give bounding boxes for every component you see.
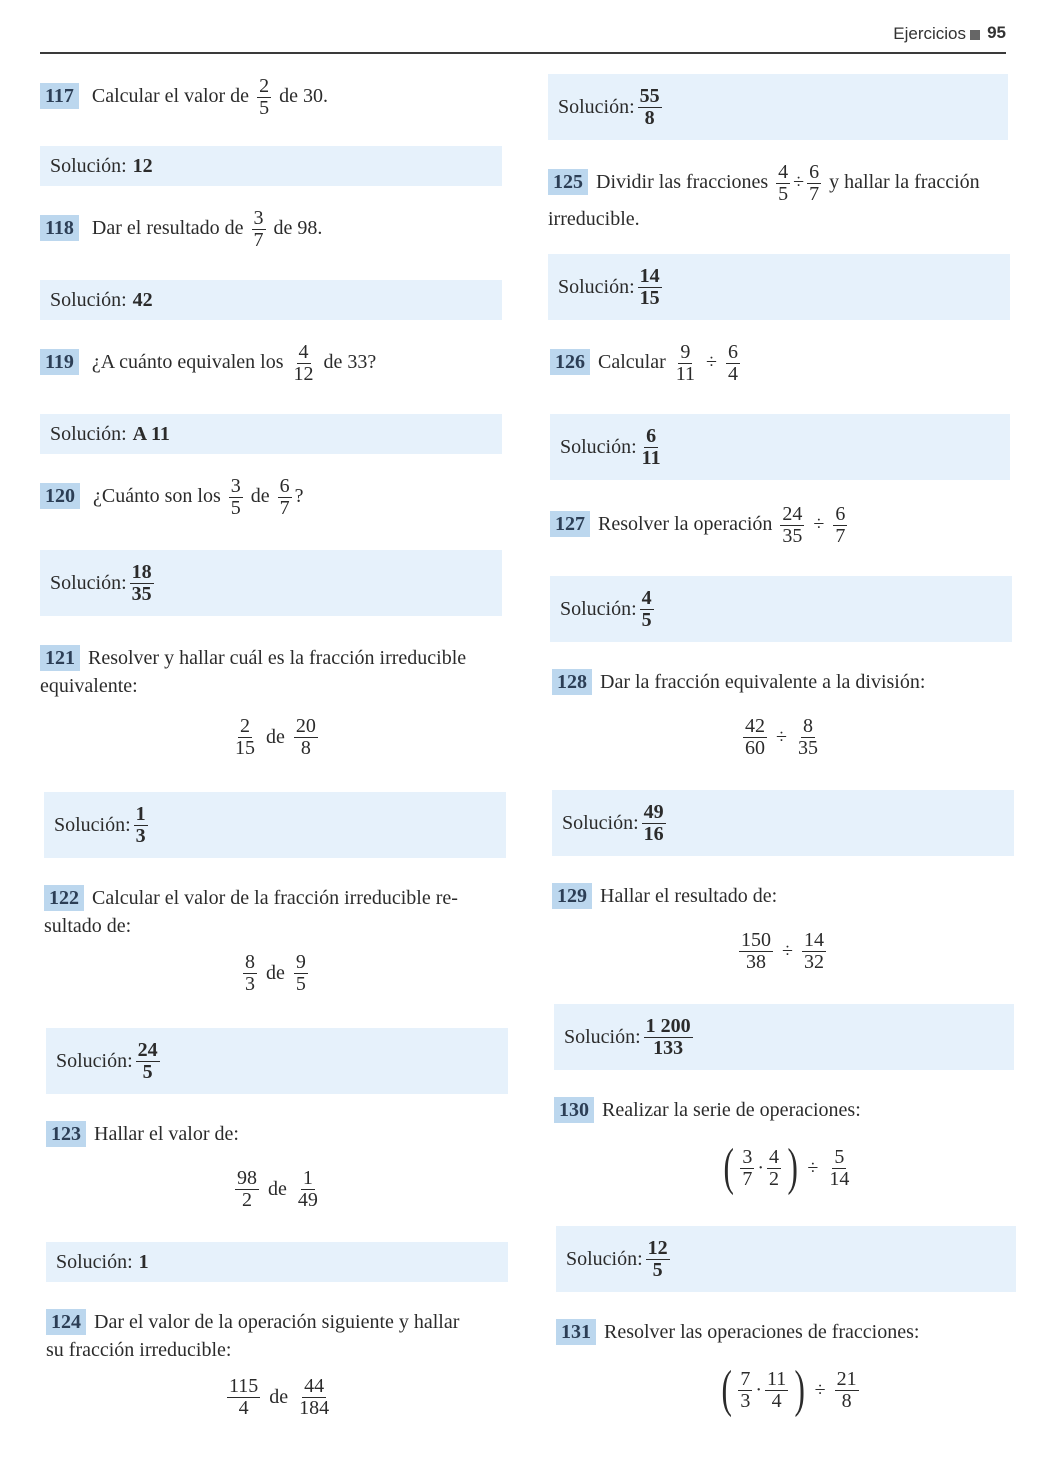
fraction: $\frac{1}{49}$ <box>297 1167 318 1211</box>
solution-box <box>40 414 502 454</box>
fraction: $\frac{4}{5}$ <box>778 161 789 205</box>
expression <box>736 930 829 973</box>
expression <box>232 1168 323 1211</box>
divide-sign: ÷ <box>776 726 787 748</box>
square-bullet-icon <box>970 30 980 40</box>
solution-box <box>40 280 502 320</box>
left-paren: ( <box>721 1361 732 1418</box>
multiply-sign: · <box>755 1378 762 1401</box>
fraction: $\frac{3}{5}$ <box>230 475 241 519</box>
exercise-120 <box>40 476 304 519</box>
divide-sign: ÷ <box>813 513 825 536</box>
right-paren: ) <box>794 1361 806 1418</box>
solution-box <box>554 1004 1014 1070</box>
divide-sign: ÷ <box>814 1378 826 1401</box>
fraction: $\frac{14}{32}$ <box>803 929 824 973</box>
solution-label: Solución: <box>50 422 127 445</box>
solution-label: Solución: <box>56 1049 133 1072</box>
solution-label: Solución: <box>56 1250 133 1273</box>
exercise-text: Resolver las operaciones de fracciones: <box>604 1321 920 1343</box>
fraction: $\frac{4}{2}$ <box>769 1145 779 1190</box>
word-de: de <box>269 1386 289 1408</box>
exercise-text: Dar la fracción equivalente a la división: <box>600 671 926 693</box>
exercise-number: 127 <box>550 511 590 537</box>
solution-label: Solución: <box>558 275 635 298</box>
exercise-119 <box>40 342 376 385</box>
exercise-126 <box>550 342 743 385</box>
fraction: $\frac{42}{60}$ <box>745 715 765 759</box>
solution-fraction: $\frac{4}{5}$ <box>641 586 652 631</box>
solution-box <box>40 550 502 616</box>
exercise-text: de 30. <box>279 85 328 108</box>
exercise-number: 123 <box>46 1121 86 1147</box>
exercise-127 <box>550 504 850 547</box>
solution-value: 42 <box>132 288 153 311</box>
solution-fraction: $\frac{1}{3}$ <box>135 802 146 847</box>
solution-label: Solución: <box>54 813 131 836</box>
exercise-128 <box>552 668 925 696</box>
fraction: $\frac{8}{35}$ <box>797 715 818 759</box>
word-de: de <box>250 485 270 508</box>
exercise-text: de 98. <box>273 217 323 240</box>
divide-sign: ÷ <box>793 171 805 194</box>
fraction: $\frac{6}{7}$ <box>835 503 846 547</box>
exercise-text: Dar el resultado de <box>91 217 244 240</box>
expression <box>230 716 321 759</box>
page-number: 95 <box>987 23 1006 42</box>
exercise-number: 124 <box>46 1309 86 1335</box>
solution-box <box>44 792 506 858</box>
exercise-121 <box>40 644 510 700</box>
solution-fraction: $\frac{55}{8}$ <box>639 84 660 129</box>
solution-label: Solución: <box>560 597 637 620</box>
fraction: $\frac{7}{3}$ <box>740 1367 751 1412</box>
solution-box <box>46 1028 508 1094</box>
fraction: $\frac{9}{5}$ <box>295 951 306 995</box>
solution-box <box>548 74 1008 140</box>
fraction: $\frac{5}{14}$ <box>829 1145 850 1190</box>
fraction: $\frac{21}{8}$ <box>836 1367 857 1412</box>
page-header <box>40 22 1006 54</box>
exercise-text: equivalente: <box>40 675 138 697</box>
exercise-text: de 33? <box>323 351 377 374</box>
fraction: $\frac{9}{11}$ <box>675 341 696 385</box>
fraction: $\frac{44}{184}$ <box>299 1375 330 1419</box>
exercise-text: Realizar la serie de operaciones: <box>602 1099 861 1121</box>
solution-label: Solución: <box>50 154 127 177</box>
fraction: $\frac{24}{35}$ <box>782 503 803 547</box>
solution-label: Solución: <box>50 571 127 594</box>
fraction: $\frac{2}{15}$ <box>235 715 255 759</box>
divide-sign: ÷ <box>807 1156 819 1179</box>
exercise-122 <box>44 884 514 940</box>
solution-box <box>548 254 1010 320</box>
expression <box>718 1361 862 1418</box>
left-paren: ( <box>723 1139 734 1196</box>
exercise-118 <box>40 208 322 251</box>
solution-fraction: $\frac{6}{11}$ <box>641 424 661 469</box>
fraction: $\frac{11}{4}$ <box>767 1367 787 1412</box>
expression <box>224 1376 334 1419</box>
exercise-text: y hallar la fracción <box>829 171 980 194</box>
fraction: $\frac{8}{3}$ <box>245 951 255 995</box>
exercise-number: 126 <box>550 349 590 375</box>
exercise-text: ¿Cuánto son los <box>93 485 221 508</box>
fraction: $\frac{6}{4}$ <box>728 341 738 385</box>
solution-fraction: $\frac{18}{35}$ <box>131 560 152 605</box>
solution-label: Solución: <box>50 288 127 311</box>
exercise-text: Resolver la operación <box>598 513 773 536</box>
exercise-text: sultado de: <box>44 915 132 937</box>
exercise-124 <box>46 1308 516 1364</box>
solution-fraction: $\frac{14}{15}$ <box>639 264 660 309</box>
expression <box>740 716 823 759</box>
word-de: de <box>266 726 285 748</box>
solution-value: 12 <box>132 154 153 177</box>
solution-box <box>556 1226 1016 1292</box>
exercise-129 <box>552 882 777 910</box>
exercise-text: Calcular el valor de <box>91 85 250 108</box>
exercise-number: 125 <box>548 169 588 195</box>
exercise-number: 120 <box>40 483 80 509</box>
solution-fraction: $\frac{49}{16}$ <box>643 800 664 845</box>
divide-sign: ÷ <box>782 940 793 962</box>
exercise-number: 117 <box>40 83 79 109</box>
exercise-number: 122 <box>44 885 84 911</box>
solution-fraction: $\frac{12}{5}$ <box>647 1236 668 1281</box>
solution-value: 1 <box>138 1250 149 1273</box>
solution-box <box>552 790 1014 856</box>
solution-box <box>550 414 1010 480</box>
exercise-number: 118 <box>40 215 79 241</box>
section-title: Ejercicios <box>893 24 966 43</box>
solution-label: Solución: <box>560 435 637 458</box>
solution-label: Solución: <box>564 1025 641 1048</box>
solution-label: Solución: <box>558 95 635 118</box>
exercise-text: Dar el valor de la operación siguiente y hallar <box>94 1311 460 1333</box>
fraction: $\frac{150}{38}$ <box>741 929 771 973</box>
exercise-text: Hallar el resultado de: <box>600 885 778 907</box>
exercise-123 <box>46 1120 239 1148</box>
exercise-text: Resolver y hallar cuál es la fracción irreducible <box>88 647 467 669</box>
exercise-number: 130 <box>554 1097 594 1123</box>
exercise-130 <box>554 1096 861 1124</box>
exercise-number: 131 <box>556 1319 596 1345</box>
solution-box <box>40 146 502 186</box>
solution-value: A 11 <box>132 422 170 445</box>
exercise-117 <box>40 76 328 119</box>
exercise-text: Calcular el valor de la fracción irreducible re- <box>92 887 458 909</box>
fraction: $\frac{3}{7}$ <box>742 1145 753 1190</box>
solution-label: Solución: <box>566 1247 643 1270</box>
expression <box>240 952 311 995</box>
fraction: $\frac{3}{7}$ <box>253 207 264 251</box>
word-de: de <box>266 962 285 984</box>
fraction: $\frac{6}{7}$ <box>279 475 290 519</box>
exercise-text: Hallar el valor de: <box>94 1123 239 1145</box>
exercise-131 <box>556 1318 919 1346</box>
solution-fraction: $\frac{24}{5}$ <box>137 1038 158 1083</box>
fraction: $\frac{4}{12}$ <box>293 341 314 385</box>
word-de: de <box>268 1178 287 1200</box>
question-mark: ? <box>294 485 304 508</box>
exercise-number: 121 <box>40 645 80 671</box>
exercise-number: 129 <box>552 883 592 909</box>
multiply-sign: · <box>757 1156 764 1179</box>
fraction: $\frac{98}{2}$ <box>237 1167 257 1211</box>
exercise-number: 119 <box>40 349 79 375</box>
exercise-text: su fracción irreducible: <box>46 1339 232 1361</box>
right-paren: ) <box>787 1139 798 1196</box>
solution-label: Solución: <box>562 811 639 834</box>
exercise-text: Dividir las fracciones <box>596 171 769 194</box>
expression <box>720 1139 854 1196</box>
divide-sign: ÷ <box>706 351 717 374</box>
exercise-number: 128 <box>552 669 592 695</box>
solution-box <box>550 576 1012 642</box>
fraction: $\frac{2}{5}$ <box>259 75 270 119</box>
solution-box <box>46 1242 508 1282</box>
exercise-text: irreducible. <box>548 208 640 230</box>
fraction: $\frac{115}{4}$ <box>229 1375 259 1419</box>
fraction: $\frac{20}{8}$ <box>295 715 316 759</box>
exercise-125 <box>548 162 1018 233</box>
exercise-text: Calcular <box>598 351 666 374</box>
solution-fraction: $\frac{1 200}{133}$ <box>645 1014 691 1059</box>
exercise-text: ¿A cuánto equivalen los <box>91 351 284 374</box>
fraction: $\frac{6}{7}$ <box>809 161 820 205</box>
